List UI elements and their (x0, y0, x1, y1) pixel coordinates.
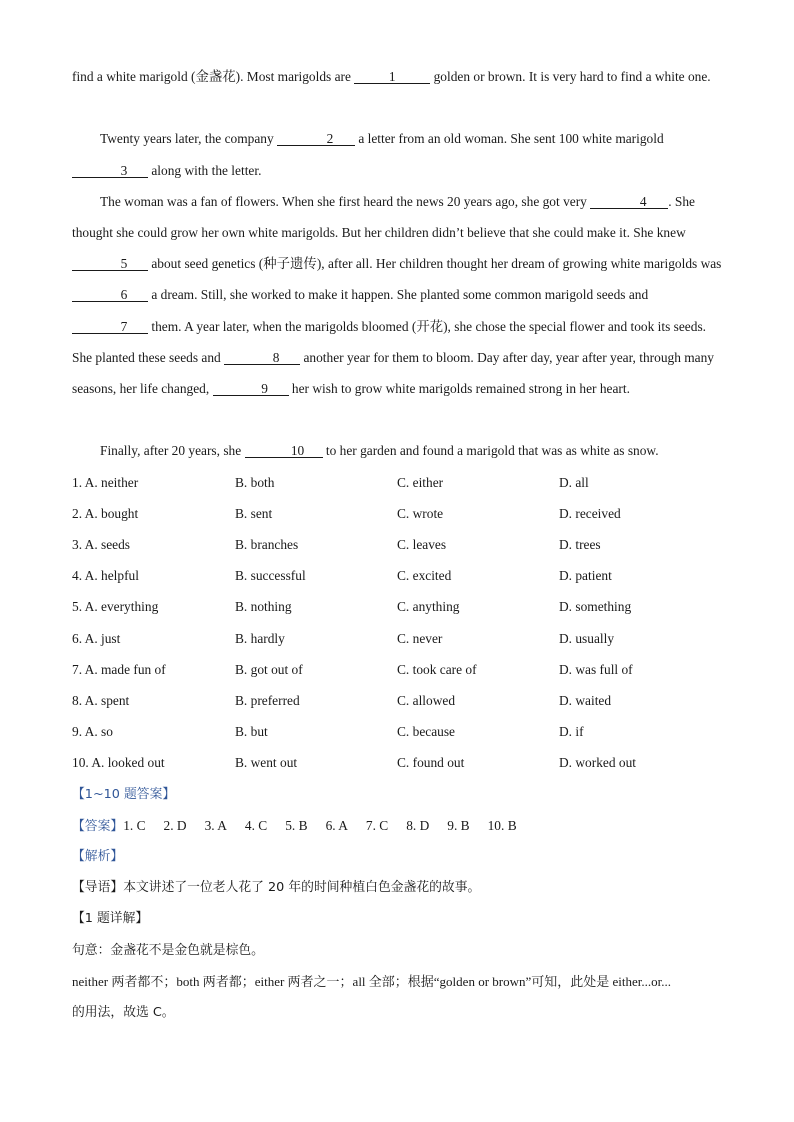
option-d: D. was full of (559, 661, 633, 677)
guide-text: 本文讲述了一位老人花了 20 年的时间种植白色金盏花的故事。 (123, 880, 481, 896)
option-a: 8. A. spent (72, 692, 130, 708)
options-list (72, 467, 722, 779)
option-c: C. allowed (397, 692, 456, 708)
option-c: C. never (397, 630, 443, 646)
options-row-7 (72, 654, 722, 685)
blank-2: 2 (277, 132, 355, 146)
option-d: D. something (559, 599, 632, 615)
option-b: B. branches (235, 536, 299, 552)
options-row-5 (72, 591, 722, 622)
guide-line (72, 872, 480, 903)
options-row-10 (72, 747, 722, 778)
option-b: B. preferred (235, 692, 300, 708)
blank-1: 1 (354, 70, 430, 84)
options-row-4 (72, 560, 722, 591)
option-d: D. received (559, 505, 621, 521)
option-d: D. patient (559, 568, 612, 584)
answer-item: 8. D (406, 817, 430, 833)
option-a: 9. A. so (72, 724, 113, 740)
options-row-3 (72, 529, 722, 560)
option-a: 7. A. made fun of (72, 661, 166, 677)
option-b: B. went out (235, 755, 298, 771)
option-b: B. but (235, 724, 268, 740)
answer-heading: 【1~10 题答案】 (72, 786, 176, 802)
answer-item: 7. C (365, 817, 389, 833)
option-b: B. nothing (235, 599, 292, 615)
blank-5: 5 (72, 257, 148, 271)
option-b: B. got out of (235, 661, 303, 677)
option-a: 10. A. looked out (72, 755, 165, 771)
option-c: C. leaves (397, 536, 447, 552)
answer-item: 6. A (325, 817, 348, 833)
answer-item: 2. D (163, 817, 187, 833)
option-b: B. successful (235, 568, 306, 584)
option-c: C. anything (397, 599, 460, 615)
option-a: 3. A. seeds (72, 536, 131, 552)
option-d: D. trees (559, 536, 601, 552)
options-row-9 (72, 716, 722, 747)
guide-label: 【导语】 (72, 880, 124, 896)
option-a: 5. A. everything (72, 599, 159, 615)
passage-paragraph-3: The woman was a fan of flowers. When she first heard the news 20 years ago, she got very 4 . She thought she could grow her own white marigolds. But her children didn’t believe that she could make it. She knew5 about seed genetics (种子遗传), after all. Her children thought her dream of growing white marigolds was 6 a dream. Still, she worked to make it happen. She planted some common marigold seeds and 7 them. A year later, when the marigolds bloomed (开花), she chose the special flower and took its seeds. She planted these seeds and 8 another year for them to bloom. Day after day, year after year, through many seasons, her life changed, 9 her wish to grow white marigolds remained strong in her heart. (72, 193, 722, 397)
option-d: D. if (559, 724, 584, 740)
option-b: B. hardly (235, 630, 285, 646)
option-c: C. either (397, 474, 444, 490)
option-a: 2. A. bought (72, 505, 139, 521)
blank-10: 10 (245, 444, 323, 458)
answer-item: 10. B (487, 817, 517, 833)
passage-paragraph-2: Twenty years later, the company 2 a letter from an old woman. She sent 100 white marigold 3 along with the letter. (72, 123, 722, 185)
blank-8: 8 (224, 351, 300, 365)
passage-paragraph-4: Finally, after 20 years, she 10 to her garden and found a marigold that was as white as snow. (100, 443, 659, 459)
option-c: C. because (397, 724, 456, 740)
answer-line (72, 810, 535, 842)
option-d: D. worked out (559, 755, 636, 771)
answer-item: 3. A (204, 817, 227, 833)
answer-item: 4. C (244, 817, 268, 833)
q1-detail-label: 【1 题详解】 (72, 911, 149, 927)
blank-4: 4 (590, 195, 668, 209)
option-c: C. wrote (397, 505, 444, 521)
option-b: B. sent (235, 505, 273, 521)
passage-paragraph-1: find a white marigold (金盏花). Most marigolds are 1 golden or brown. It is very hard to find a white one. (72, 69, 711, 84)
answer-label: 【答案】 (72, 818, 124, 834)
blank-3: 3 (72, 164, 148, 178)
option-a: 4. A. helpful (72, 568, 139, 584)
option-d: D. usually (559, 630, 615, 646)
option-a: 1. A. neither (72, 474, 139, 490)
q1-explanation-line-2: 的用法，故选 C。 (72, 1005, 175, 1020)
blank-6: 6 (72, 288, 148, 302)
q1-explanation-line-1: neither 两者都不；both 两者都；either 两者之一；all 全部；根据“golden or brown”可知，此处是 either...or... (72, 973, 671, 989)
analysis-label: 【解析】 (72, 849, 124, 864)
option-d: D. waited (559, 692, 612, 708)
options-row-1 (72, 467, 722, 498)
options-row-2 (72, 498, 722, 529)
option-a: 6. A. just (72, 630, 121, 646)
answer-item: 5. B (285, 817, 308, 833)
option-b: B. both (235, 474, 275, 490)
answer-item: 1. C (123, 817, 146, 833)
option-d: D. all (559, 474, 589, 490)
option-c: C. took care of (397, 661, 477, 677)
answer-item: 9. B (447, 817, 470, 833)
option-c: C. found out (397, 755, 465, 771)
option-c: C. excited (397, 568, 452, 584)
q1-sentence-meaning: 句意：金盏花不是金色就是棕色。 (72, 942, 264, 958)
blank-7: 7 (72, 320, 148, 334)
options-row-8 (72, 685, 722, 716)
options-row-6 (72, 623, 722, 654)
blank-9: 9 (213, 382, 289, 396)
